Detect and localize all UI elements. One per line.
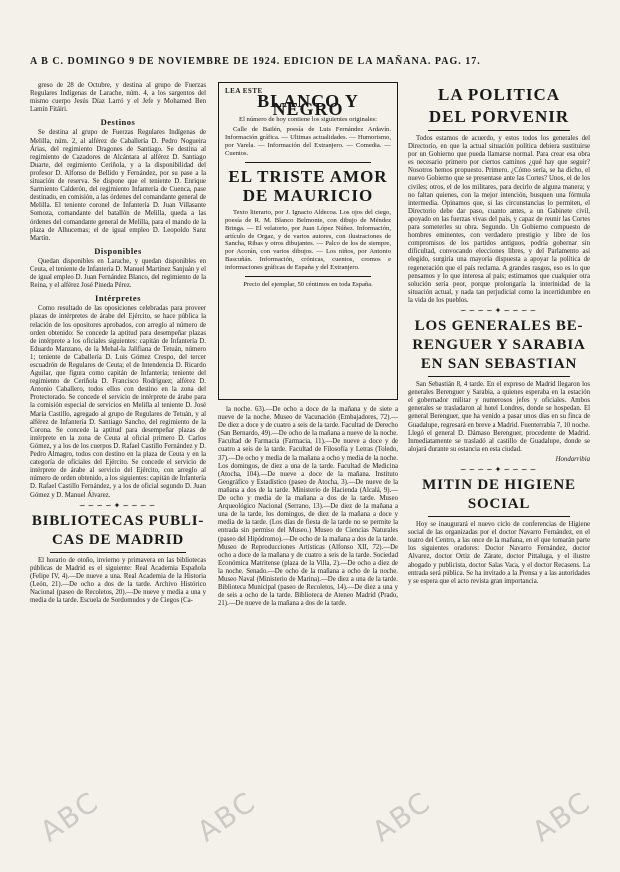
disponibles-heading: Disponibles: [94, 245, 142, 256]
politica-heading-line1: LA POLITICA: [438, 85, 560, 104]
box-contents: Calle de Bailén, poesía de Luis Fernández Ardavín. Información gráfica. — Ultimas actualidades. — Humorismo, por Varela. — Información del Extranjero. — Comedia. — Cuentos.: [225, 126, 391, 157]
bibliotecas-text: El horario de otoño, invierno y primavera en las bibliotecas públicas de Madrid es el siguiente: Real Academia Española (Felipe IV, 4).—De nueve a una. Real Academia de la Historia (León, 21).—De ocho a dos de la tarde. Archivo Histórico Nacional (paseo de Recoletos, 20).—De nueve y media a una y media de la tarde. Escuela de Sordomudos y de Ciegos (Ca-: [30, 556, 206, 605]
heading-rule: [428, 516, 570, 517]
politica-text: Todos estamos de acuerdo, y estos todos los generales del Directorio, en que la actual situación política debiera sustituirse por un Gobierno que pueda llamarse normal. Para crear esa obra es necesario primero por ciertos caminos ¿qué hay que seguir? Nosotros hemos propuesto. Primero. ¿Cómo sería, se ha dicho, el nuevo Gobierno que se presentase ante las Cortes? Unos, el de los civiles; otros, el de los militares, para decirlo de alguna manera; y no faltan quienes, con la mejor intención, busquen una fórmula intermedia. Opinamos que, si las circunstancias lo permiten, el Directorio debe dar paso, cuanto antes, a un Gabinete civil, apoyado en las fuerzas vivas del país, y capaz de reunir las Cortes para someterles su obra. Segundo. Un Gobierno compuesto de hombres eminentes, con verdadero prestigio y libre de los compromisos de los partidos antiguos, podría gobernar sin dificultad, convocando elecciones libres, y del Parlamento así elegido, surgiría una mayoría dispuesta a apoyar la política de regeneración que el país reclama. A grandes rasgos, eso es lo que pensamos y lo que interesa al país; estimamos que cualquier otra solución sería peor, porque prolongaría la interinidad de la situación actual, y nada tan perjudicial como la incertidumbre en la vida de los pueblos.: [408, 135, 590, 304]
ornament-divider: ∽∽∽∽✦∽∽∽∽: [459, 465, 539, 474]
ornament-divider: ∽∽∽∽✦∽∽∽∽: [459, 305, 539, 315]
heading-rule: [428, 376, 570, 377]
bibliotecas-heading-line1: BIBLIOTECAS PUBLI-: [31, 512, 205, 529]
generales-heading-line3: EN SAN SEBASTIAN: [420, 356, 578, 373]
disponibles-text: Quedan disponibles en Larache, y quedan disponibles en Ceuta, el teniente de Infantería D. Manuel Martínez Sanjuán y el de igual empleo D. Juan Fernández Blanco, del regimiento de la Reina, y el alférez José Pineda Pérez.: [30, 257, 206, 290]
abc-watermark: ABC: [366, 784, 438, 849]
mitin-heading-line1: MITIN DE HIGIENE: [422, 477, 576, 494]
abc-watermark: ABC: [526, 784, 598, 849]
abc-watermark: ABC: [34, 784, 106, 849]
bibliotecas-heading-line2: CAS DE MADRID: [51, 531, 185, 548]
column-right: [408, 82, 590, 862]
box-title: BLANCO Y NEGRO: [257, 91, 359, 120]
mitin-text: Hoy se inaugurará el nuevo ciclo de conferencias de Higiene social de las organizadas por el doctor Navarro Fernández, en el teatro del Centro, a las once de la mañana, en el que tomarán parte los siguientes oradores: Doctor Navarro Fernández, doctor Alvarez, doctor Ortiz de Zárate, doctor Pittaluga, y el ilustre abogado y publicista, doctor Salas Vaca, y el doctor Recasens. La entrada será pública. Se ha invitado a la Prensa y a las autoridades y se espera que el acto revista gran importancia.: [408, 521, 590, 585]
box-kicker: LEA ESTE: [225, 87, 263, 95]
masthead: A B C. DOMINGO 9 DE NOVIEMBRE DE 1924. EDICION DE LA MAÑANA. PAG. 17.: [30, 56, 481, 67]
interpretes-heading: Intérpretes: [95, 293, 141, 304]
column-middle: [218, 82, 398, 862]
ornament-divider: ∽∽∽∽✦∽∽∽∽: [78, 500, 158, 510]
politica-heading-line2: DEL PORVENIR: [428, 107, 570, 126]
destinos-text: Se destina al grupo de Fuerzas Regulares Indígenas de Melilla, núm. 2, al alférez de Caballería D. Pedro Nogueira Árias, del regimiento Dragones de Santiago. Se destina al regimiento de Cazadores de Alcántara al alférez D. Santiago Duarte, del regimiento Ceriñola, y a la disponibilidad del profesor D. Alfonso de Bellido y Fernández, por su pase a la situación de reserva. Se dispone que el teniente D. Enrique Sarmiento Calderón, del regimiento Infantería de Cuenca, pase destinado, en comisión, a las órdenes del comandante general de Melilla. El teniente coronel de Infantería D. Juan Villasante Somoza, comandante del batallón de Melilla, queda a las órdenes del comandante general de Melilla, para el mando de la plaza de Alhucemas; el de igual empleo D. Leopoldo Sanz Martín.: [30, 129, 206, 242]
generales-heading-line2: RENGUER Y SARABIA: [412, 337, 586, 354]
abc-watermark: ABC: [191, 784, 263, 849]
destinos-heading: Destinos: [100, 117, 136, 128]
box-rule-2: [245, 276, 371, 277]
column-left: [30, 82, 206, 862]
article-intro: greso de 28 de Octubre, y destina al grupo de Fuerzas Regulares Indígenas de Larache, núm. 4, a los sargentos del mismo cuerpo Jesús Díaz Larró y el Jefe y Mohamed Ben Lamín Fitáiri.: [30, 82, 206, 114]
box-feature-title: EL TRISTE AMOR DE MAURICIO: [228, 166, 388, 205]
box-feature-contents: Texto literario, por J. Ignacio Aldecoa. Los ojos del ciego, poesía de R. M. Blanco Belmonte, con dibujo de Méndez Bringa. — El velatorio, por Juan López Núñez. Información, artículo de Orgaz, y de varios autores, con ilustraciones de Sancha, Ribas y otros dibujantes. — Palco de los de siempre, por Acorán, con varios dibujos. — Los niños, por Antonio Bascuñán. Información, crónicas, cuentos, cromos e informaciones gráficas de España y del Extranjero.: [225, 208, 391, 272]
generales-heading-line1: LOS GENERALES BE-: [414, 318, 584, 335]
mitin-heading-line2: SOCIAL: [467, 496, 531, 513]
box-intro: El número de hoy contiene los siguientes originales:: [239, 116, 377, 124]
box-price: Precio del ejemplar, 50 céntimos en toda España.: [243, 281, 373, 289]
heading-rule: [428, 130, 570, 131]
interpretes-text: Como resultado de las oposiciones celebradas para proveer plazas de intérpretes de árabe del Ejército, se hace pública la relación de los opositores aprobados, con arreglo al número de orden obtenido: Se concede la aptitud para desempeñar plazas de intérprete a los oficiales siguientes: capitán de Infantería D. Eduardo Manzano, de la Mehal-la Jalifiana de Tetuán, número 1; teniente de Caballería D. Luis Gómez Crespo, del tercer escuadrón de Regulares de Ceuta; el de Intendencia D. Ricardo Aguilar, que figura como capitán de Infantería; teniente del regimiento de Ceriñola D. Francisco Rodríguez; alférez D. Antonio Caballero, todos ellos con destino en la zona del Protectorado. Se concede el servicio de intérprete de árabe para la comisión especial de servicios en Melilla al teniente D. José María Castillo, agregado al grupo de Regulares de Tetuán, y al alférez de Infantería D. Santiago Sancho, del regimiento de la Corona. Se concede la aptitud para desempeñar plazas de intérprete en la zona de Ceuta al oficial primero D. Carlos Gómez, y a los de los cuerpos D. Rafael Castillo Fernández y D. Pedro Almagro, todos con destino en la plaza de Ceuta y en la categoría de oficiales del Ejército. Se concede el servicio de intérprete de árabe al servicio del Ejército, con arreglo al número de orden obtenido, a los siguientes: capitán de Infantería D. Rafael Castillo Fernández, y a los de oficial segundo D. Juan Gómez y D. Manuel Álvarez.: [30, 305, 206, 499]
generales-signature: Hondarribia: [555, 455, 590, 463]
library-hours-text: la noche. 63).—De ocho a doce de la mañana y de siete a nueve de la noche. Museo de Vacunación (Embajadores, 72).—De diez a doce y de cuatro a seis de la tarde. Facultad de Derecho (San Bernardo, 49).—De ocho de la mañana a nueve de la noche. Facultad de Farmacia (Farmacia, 11).—De nueve a doce y de cuatro a seis de la tarde. Facultad de Filosofía y Letras (Toledo, 37).—De ocho y media de la mañana a ocho y media de la noche. Los domingos, de diez a una de la tarde. Facultad de Medicina (Atocha, 104).—De nueve a doce de la mañana. Instituto Geográfico y Estadístico (paseo de Atocha, 3).—De nueve de la mañana a dos de la tarde. Ministerio de Hacienda (Alcalá, 9).—De ocho y media de la mañana a dos de la tarde. Museo Arqueológico Nacional (Serrano, 13).—De diez de la mañana a una de la tarde, los domingos, de diez de la mañana a doce y media de la tarde. (Los días de fiesta de la tarde no se permite la entrada sin permiso del Museo.) Museo de Ciencias Naturales (paseo del Hipódromo).—De ocho de la mañana a dos de la tarde. Museo de Reproducciones Artísticas (Alfonso XII, 72).—De ocho a doce de la mañana y de cuatro a seis de la tarde. Sociedad Económica Matritense (plaza de la Villa, 2).—De ocho a diez de la noche. Senado.—De ocho de la mañana a ocho de la noche. Museo Naval (Ministerio de Marina).—De diez a una de la tarde. Biblioteca Municipal (paseo de Recoletos, 14).—De diez a una y de seis a ocho de la tarde. Biblioteca de Ateneo Madrid (Prado, 21).—De nueve de la mañana a dos de la tarde.: [218, 406, 398, 608]
blanco-y-negro-box: [218, 82, 398, 400]
box-rule: [245, 162, 371, 163]
generales-text: San Sebastián 8, 4 tarde. En el expreso de Madrid llegaron los generales Berenguer y Sarabia, a quienes esperaba en la estación el gobernador militar y numerosos jefes y oficiales. Ambos generales se trasladaron al hotel Londres, donde se hospedan. El general Berenguer, que ha venido a pasar unos días en su finca de Guadalupe, regresará en breve a Madrid. Fuenterrabía 7, 10 noche. Llegó el general D. Dámaso Berenguer, procedente de Madrid. Inmediatamente se trasladó al castillo de Guadalupe, donde se alojará durante su estancia en esta ciudad.: [408, 381, 590, 453]
heading-rule: [50, 552, 186, 553]
